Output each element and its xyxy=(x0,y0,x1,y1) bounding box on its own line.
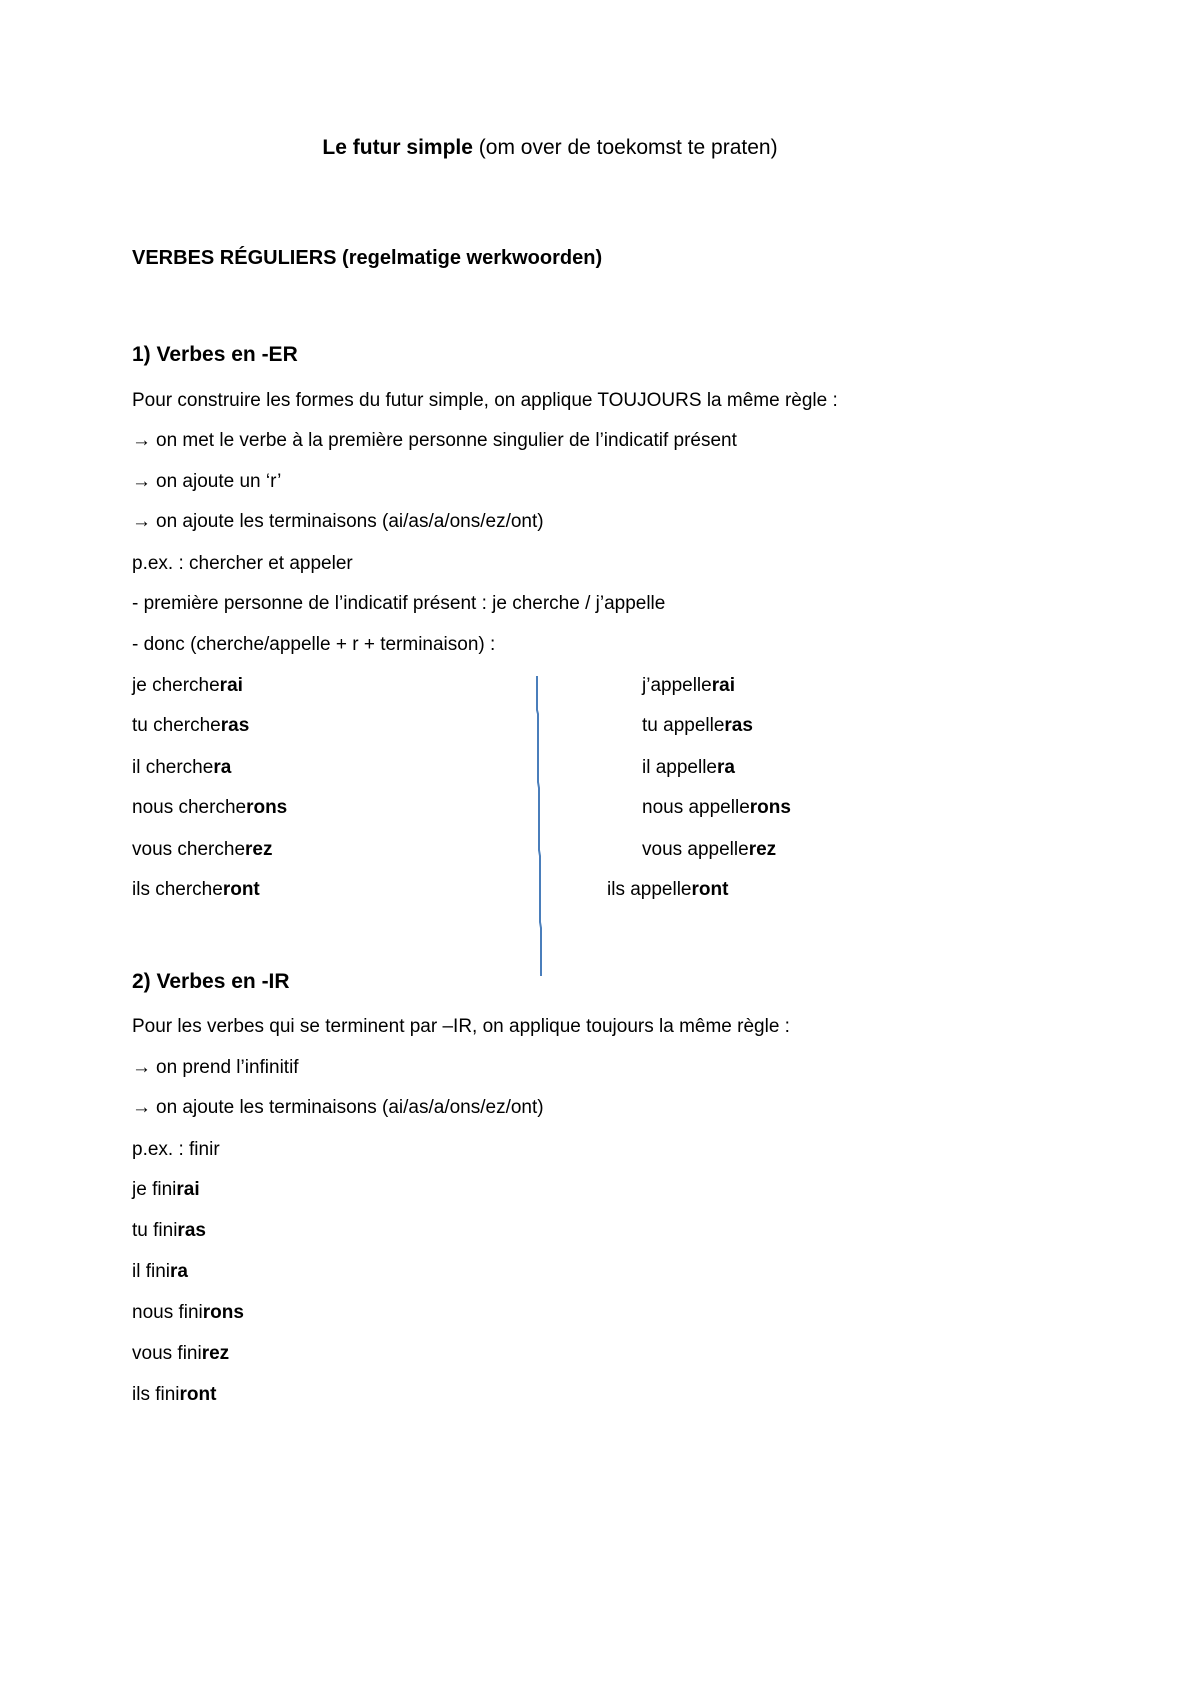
step-text: on ajoute les terminaisons (ai/as/a/ons/ez/ont) xyxy=(156,511,544,532)
arrow-icon: → xyxy=(132,511,151,532)
arrow-icon: → xyxy=(132,471,151,492)
conj-appeler-je: j’appellerai xyxy=(642,675,735,696)
conj-finir-il: il finira xyxy=(132,1261,188,1282)
section-er-step-1 xyxy=(132,429,737,453)
title-rest: (om over de toekomst te praten) xyxy=(472,136,778,159)
section-er-example: p.ex. : chercher et appeler xyxy=(132,553,353,574)
title-bold: Le futur simple xyxy=(322,136,473,159)
heading-regular-verbs: VERBES RÉGULIERS (regelmatige werkwoorden) xyxy=(132,247,603,269)
conj-finir-tu: tu finiras xyxy=(132,1220,206,1241)
arrow-icon: → xyxy=(132,1057,151,1078)
step-text: on ajoute un ‘r’ xyxy=(156,471,282,492)
conj-chercher-tu: tu chercheras xyxy=(132,715,250,736)
section-er-note-2: - donc (cherche/appelle + r + terminaison) : xyxy=(132,634,496,655)
conj-finir-vous: vous finirez xyxy=(132,1343,230,1364)
section-ir-intro: Pour les verbes qui se terminent par –IR, on applique toujours la même règle : xyxy=(132,1016,790,1037)
step-text: on met le verbe à la première personne singulier de l’indicatif présent xyxy=(156,430,737,451)
section-er-heading: 1) Verbes en -ER xyxy=(132,343,298,366)
section-ir-example: p.ex. : finir xyxy=(132,1139,220,1160)
conj-appeler-tu: tu appelleras xyxy=(642,715,753,736)
conj-appeler-il: il appellera xyxy=(642,757,735,778)
step-text: on ajoute les terminaisons (ai/as/a/ons/ez/ont) xyxy=(156,1097,544,1118)
conj-appeler-vous: vous appellerez xyxy=(642,839,777,860)
conj-chercher-ils: ils chercheront xyxy=(132,879,260,900)
conj-chercher-je: je chercherai xyxy=(132,675,243,696)
conj-chercher-il: il cherchera xyxy=(132,757,232,778)
arrow-icon: → xyxy=(132,1097,151,1118)
conj-appeler-nous: nous appellerons xyxy=(642,797,791,818)
conj-finir-ils: ils finiront xyxy=(132,1384,217,1405)
conj-finir-je: je finirai xyxy=(132,1179,200,1200)
section-er-note-1: - première personne de l’indicatif présent : je cherche / j’appelle xyxy=(132,593,666,614)
section-er-step-3 xyxy=(132,510,544,534)
section-ir-step-1 xyxy=(132,1056,299,1080)
section-er-step-2 xyxy=(132,470,281,494)
column-divider-line xyxy=(528,674,552,978)
step-text: on prend l’infinitif xyxy=(156,1057,299,1078)
conj-finir-nous: nous finirons xyxy=(132,1302,244,1323)
conj-chercher-vous: vous chercherez xyxy=(132,839,273,860)
conj-appeler-ils: ils appelleront xyxy=(607,879,729,900)
section-er-intro: Pour construire les formes du futur simple, on applique TOUJOURS la même règle : xyxy=(132,390,838,411)
section-ir-heading: 2) Verbes en -IR xyxy=(132,970,290,993)
arrow-icon: → xyxy=(132,430,151,451)
conj-chercher-nous: nous chercherons xyxy=(132,797,288,818)
document-title xyxy=(0,136,1100,160)
section-ir-step-2 xyxy=(132,1096,544,1120)
